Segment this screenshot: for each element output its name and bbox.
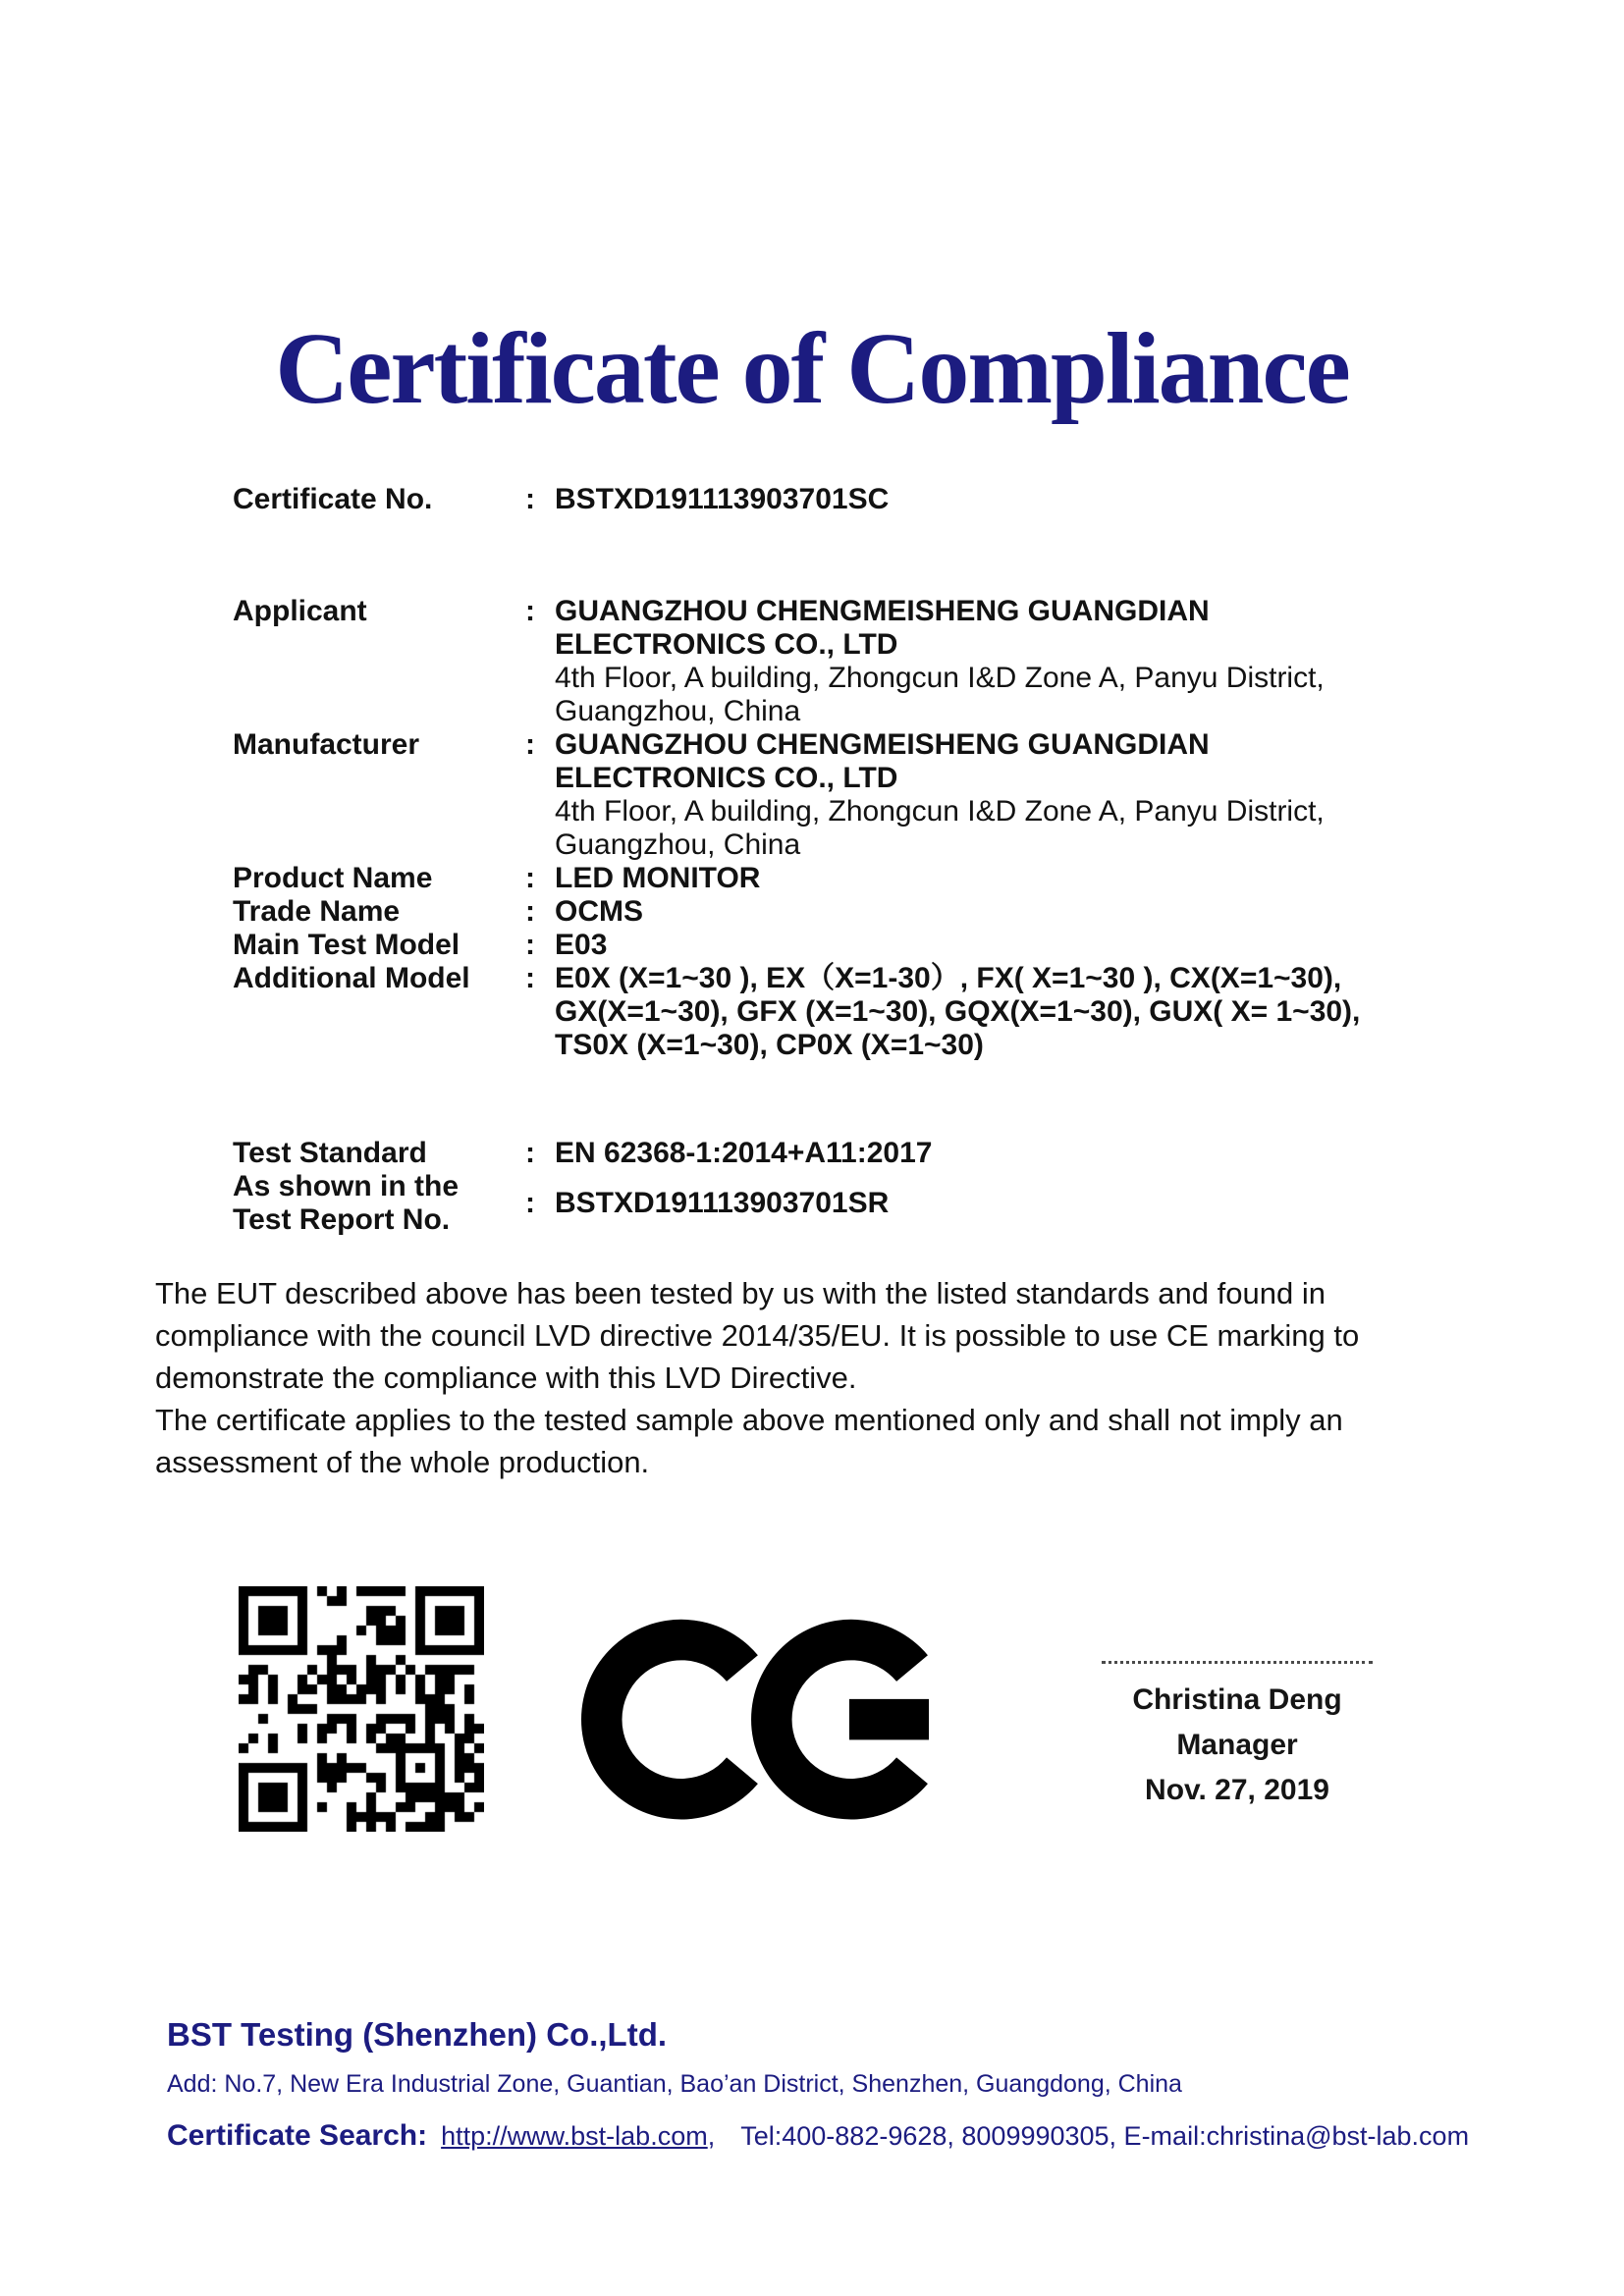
colon: : [525,595,535,627]
certificate-no-row [233,483,1470,516]
main-test-model-value: E03 [555,929,608,961]
page-title: Certificate of Compliance [275,312,1349,425]
applicant-value [555,595,1470,728]
manufacturer-address-line1: 4th Floor, A building, Zhongcun I&D Zone A, Panyu District, [555,795,1325,828]
colon: : [525,929,535,961]
test-report-label [233,1170,525,1237]
lab-company-name: BST Testing (Shenzhen) Co.,Ltd. [167,2016,668,2053]
test-report-label-line1: As shown in the [233,1170,460,1202]
applicant-address-line1: 4th Floor, A building, Zhongcun I&D Zone A, Panyu District, [555,662,1325,694]
ce-mark-icon [581,1602,931,1837]
statement-paragraph-2: The certificate applies to the tested sample above mentioned only and shall not imply an assessment of the whole production. [155,1403,1343,1479]
applicant-company-line1: GUANGZHOU CHENGMEISHENG GUANGDIAN [555,595,1210,627]
test-standard-row [233,1137,1470,1170]
certificate-no-value: BSTXD191113903701SC [555,483,890,515]
test-report-value: BSTXD191113903701SR [555,1187,890,1219]
certificate-search-label: Certificate Search: [167,2119,428,2152]
main-test-model-row [233,929,1470,962]
colon: : [525,962,535,994]
product-name-value: LED MONITOR [555,862,761,894]
manufacturer-address-line2: Guangzhou, China [555,828,801,861]
trade-name-label: Trade Name [233,895,401,928]
additional-model-line1: E0X (X=1~30 ), EX（X=1-30）, FX( X=1~30 ), CX(X=1~30), [555,962,1342,994]
certificate-details [233,483,1470,1237]
manufacturer-company-line1: GUANGZHOU CHENGMEISHENG GUANGDIAN [555,728,1210,761]
compliance-statement [155,1272,1467,1483]
signer-title: Manager [1176,1729,1298,1761]
lab-contact: Tel:400-882-9628, 8009990305, E-mail:christina@bst-lab.com [740,2121,1470,2151]
manufacturer-value [555,728,1470,862]
additional-model-line2: GX(X=1~30), GFX (X=1~30), GQX(X=1~30), GUX( X= 1~30), [555,995,1361,1028]
statement-paragraph-1: The EUT described above has been tested by us with the listed standards and found in compliance with the council LVD directive 2014/35/EU. It is possible to use CE marking to demonstrate the compliance with this LVD Directive. [155,1276,1360,1395]
test-report-label-line2: Test Report No. [233,1203,451,1236]
colon: : [525,862,535,894]
product-name-row [233,862,1470,895]
test-report-row [233,1170,1470,1237]
additional-model-value [555,962,1470,1062]
colon: : [525,728,535,761]
certificate-search-line [167,2119,1473,2153]
test-standard-label: Test Standard [233,1137,427,1169]
colon: : [525,1137,535,1169]
lab-address: Add: No.7, New Era Industrial Zone, Guantian, Bao’an District, Shenzhen, Guangdong, China [167,2070,1182,2098]
manufacturer-label: Manufacturer [233,728,420,761]
applicant-label: Applicant [233,595,367,627]
certificate-search-link[interactable]: http://www.bst-lab.com [441,2121,708,2151]
applicant-company-line2: ELECTRONICS CO., LTD [555,628,898,661]
colon: : [525,895,535,928]
signature-dotted-line [1102,1661,1373,1664]
additional-model-row [233,962,1470,1062]
signer-name: Christina Deng [1132,1683,1342,1716]
test-standard-value: EN 62368-1:2014+A11:2017 [555,1137,933,1169]
colon: : [525,1187,535,1219]
manufacturer-company-line2: ELECTRONICS CO., LTD [555,762,898,794]
applicant-row [233,595,1470,728]
additional-model-label: Additional Model [233,962,470,994]
colon: : [525,483,535,515]
trade-name-value: OCMS [555,895,643,928]
main-test-model-label: Main Test Model [233,929,460,961]
qr-code-icon [239,1586,484,1832]
footer [167,2016,1473,2153]
certificate-no-label: Certificate No. [233,483,433,515]
applicant-address-line2: Guangzhou, China [555,695,801,727]
additional-model-line3: TS0X (X=1~30), CP0X (X=1~30) [555,1029,984,1061]
separator: , [707,2121,716,2151]
manufacturer-row [233,728,1470,862]
signature-block [1060,1661,1414,1813]
signature-date: Nov. 27, 2019 [1145,1774,1329,1806]
trade-name-row [233,895,1470,929]
product-name-label: Product Name [233,862,433,894]
